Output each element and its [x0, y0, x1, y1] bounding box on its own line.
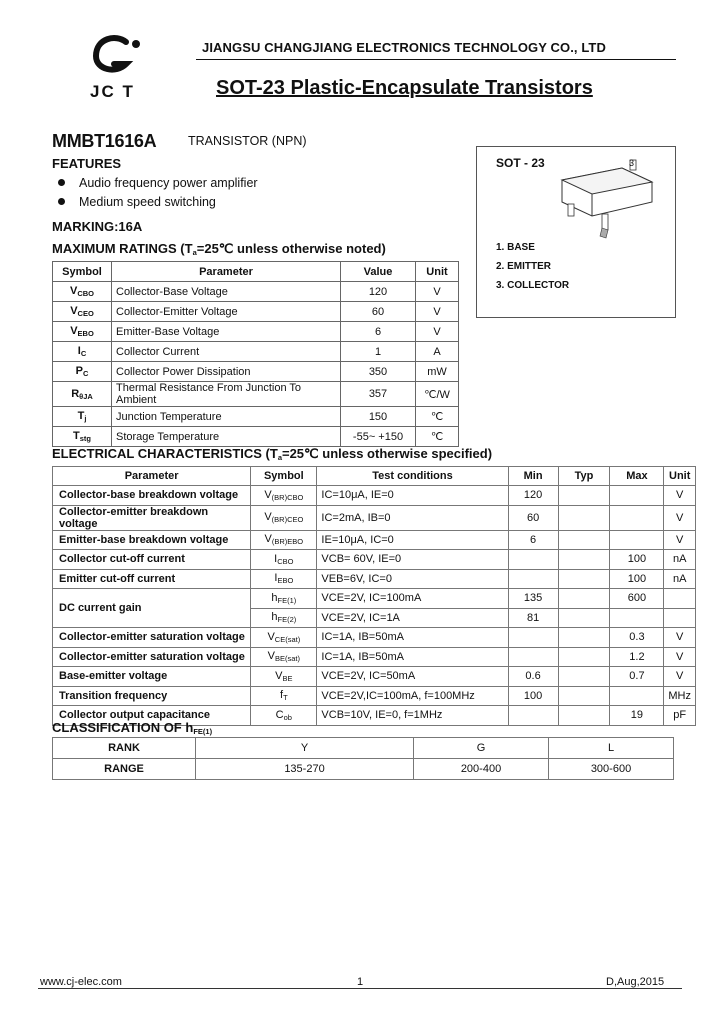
parameter-cell: Base-emitter voltage — [53, 667, 251, 687]
bullet-icon — [58, 198, 65, 205]
company-logo-icon — [86, 30, 146, 80]
symbol-cell: $R_{\theta JA}$ — [53, 382, 112, 407]
parameter-cell: Collector Power Dissipation — [112, 362, 341, 382]
parameter-cell: Collector-emitter saturation voltage — [53, 647, 251, 667]
header-cell: Value — [341, 262, 416, 282]
table-header-row — [53, 262, 459, 282]
value-cell: 60 — [341, 302, 416, 322]
parameter-cell: Collector cut-off current — [53, 550, 251, 570]
unit-cell: pF — [664, 706, 696, 726]
typ-cell — [558, 569, 610, 589]
bullet-icon — [58, 179, 65, 186]
header-cell: Unit — [416, 262, 459, 282]
unit-cell: mW — [416, 362, 459, 382]
table-row — [53, 362, 459, 382]
min-cell — [508, 569, 558, 589]
max-cell — [610, 608, 664, 628]
feature-item: Audio frequency power amplifier — [58, 176, 258, 190]
condition-cell: VEB=6V, IC=0 — [317, 569, 508, 589]
symbol-cell: $T_{stg}$ — [53, 427, 112, 447]
header-cell: Typ — [558, 467, 610, 486]
value-cell: 6 — [341, 322, 416, 342]
unit-cell: V — [416, 302, 459, 322]
package-title: SOT - 23 — [496, 156, 545, 170]
range-label: RANGE — [53, 759, 196, 780]
header-cell: Symbol — [53, 262, 112, 282]
header-cell: Unit — [664, 467, 696, 486]
typ-cell — [558, 486, 610, 506]
symbol-cell: $V_{(BR)CEO}$ — [251, 505, 317, 530]
condition-cell: IE=10μA, IC=0 — [317, 530, 508, 550]
header-cell: Max — [610, 467, 664, 486]
classification-heading: CLASSIFICATION OF $h_{FE(1)}$ — [52, 720, 213, 736]
table-row — [53, 759, 674, 780]
symbol-cell: $I_C$ — [53, 342, 112, 362]
symbol-cell: $V_{(BR)EBO}$ — [251, 530, 317, 550]
condition-cell: VCE=2V, IC=100mA — [317, 589, 508, 609]
elec-heading: ELECTRICAL CHARACTERISTICS ($T_a=25℃$ unless otherwise specified) — [52, 446, 493, 462]
typ-cell — [558, 647, 610, 667]
parameter-cell: Collector-Emitter Voltage — [112, 302, 341, 322]
parameter-cell: Junction Temperature — [112, 407, 341, 427]
symbol-cell: $I_{EBO}$ — [251, 569, 317, 589]
max-ratings-table — [52, 261, 459, 447]
header-cell: Symbol — [251, 467, 317, 486]
value-cell: -55~ +150 — [341, 427, 416, 447]
parameter-cell: Emitter cut-off current — [53, 569, 251, 589]
min-cell — [508, 628, 558, 648]
table-row — [53, 322, 459, 342]
marking: MARKING:16A — [52, 219, 143, 234]
typ-cell — [558, 530, 610, 550]
max-cell — [610, 505, 664, 530]
table-row — [53, 738, 674, 759]
company-name: JIANGSU CHANGJIANG ELECTRONICS TECHNOLOGY CO., LTD — [202, 40, 606, 55]
unit-cell: V — [664, 647, 696, 667]
unit-cell: V — [664, 486, 696, 506]
symbol-cell: $V_{(BR)CBO}$ — [251, 486, 317, 506]
max-cell: 0.3 — [610, 628, 664, 648]
table-row — [53, 382, 459, 407]
header-cell: Test conditions — [317, 467, 508, 486]
unit-cell: V — [664, 505, 696, 530]
parameter-cell: Collector Current — [112, 342, 341, 362]
footer-url[interactable]: www.cj-elec.com — [40, 976, 122, 988]
condition-cell: VCB=10V, IE=0, f=1MHz — [317, 706, 508, 726]
typ-cell — [558, 667, 610, 687]
condition-cell: IC=2mA, IB=0 — [317, 505, 508, 530]
symbol-cell: $T_j$ — [53, 407, 112, 427]
table-row — [53, 505, 696, 530]
table-row — [53, 569, 696, 589]
min-cell: 0.6 — [508, 667, 558, 687]
condition-cell: IC=10μA, IE=0 — [317, 486, 508, 506]
condition-cell: VCE=2V, IC=50mA — [317, 667, 508, 687]
parameter-cell: Emitter-base breakdown voltage — [53, 530, 251, 550]
rank-label: RANK — [53, 738, 196, 759]
condition-cell: VCE=2V,IC=100mA, f=100MHz — [317, 686, 508, 706]
table-row — [53, 550, 696, 570]
logo-text: JC T — [90, 82, 135, 101]
max-cell — [610, 486, 664, 506]
table-row — [53, 589, 696, 609]
condition-cell: IC=1A, IB=50mA — [317, 647, 508, 667]
symbol-cell: $V_{CEO}$ — [53, 302, 112, 322]
value-cell: 350 — [341, 362, 416, 382]
parameter-cell: DC current gain — [53, 589, 251, 628]
typ-cell — [558, 706, 610, 726]
table-row — [53, 667, 696, 687]
table-row — [53, 686, 696, 706]
max-cell — [610, 686, 664, 706]
header-cell: Parameter — [112, 262, 341, 282]
part-type: TRANSISTOR (NPN) — [188, 134, 307, 148]
min-cell — [508, 706, 558, 726]
max-cell: 100 — [610, 569, 664, 589]
unit-cell: ℃/W — [416, 382, 459, 407]
footer-rule — [38, 988, 682, 989]
feature-item: Medium speed switching — [58, 195, 216, 209]
sot23-package-icon — [556, 158, 662, 244]
electrical-characteristics-table — [52, 466, 696, 726]
part-number: MMBT1616A — [52, 131, 157, 151]
parameter-cell: Emitter-Base Voltage — [112, 322, 341, 342]
table-row — [53, 282, 459, 302]
table-row — [53, 407, 459, 427]
parameter-cell: Storage Temperature — [112, 427, 341, 447]
range-cell: 135-270 — [196, 759, 414, 780]
pin-emitter: 2. EMITTER — [496, 261, 552, 272]
value-cell: 357 — [341, 382, 416, 407]
unit-cell: nA — [664, 550, 696, 570]
range-cell: 200-400 — [414, 759, 549, 780]
symbol-cell: $h_{FE(2)}$ — [251, 608, 317, 628]
unit-cell: A — [416, 342, 459, 362]
min-cell: 135 — [508, 589, 558, 609]
typ-cell — [558, 686, 610, 706]
rank-cell: Y — [196, 738, 414, 759]
condition-cell: VCB= 60V, IE=0 — [317, 550, 508, 570]
features-heading: FEATURES — [52, 156, 122, 171]
value-cell: 120 — [341, 282, 416, 302]
table-row — [53, 427, 459, 447]
header-cell: Min — [508, 467, 558, 486]
symbol-cell: $P_C$ — [53, 362, 112, 382]
unit-cell: V — [416, 322, 459, 342]
typ-cell — [558, 550, 610, 570]
parameter-cell: Collector-emitter breakdown voltage — [53, 505, 251, 530]
max-cell: 600 — [610, 589, 664, 609]
min-cell: 120 — [508, 486, 558, 506]
symbol-cell: $C_{ob}$ — [251, 706, 317, 726]
parameter-cell: Collector output capacitance — [53, 706, 251, 726]
unit-cell: ℃ — [416, 407, 459, 427]
table-row — [53, 486, 696, 506]
condition-cell: VCE=2V, IC=1A — [317, 608, 508, 628]
symbol-cell: $V_{EBO}$ — [53, 322, 112, 342]
rank-cell: G — [414, 738, 549, 759]
page-number: 1 — [357, 976, 364, 988]
max-cell: 19 — [610, 706, 664, 726]
unit-cell: nA — [664, 569, 696, 589]
parameter-cell: Collector-base breakdown voltage — [53, 486, 251, 506]
min-cell: 81 — [508, 608, 558, 628]
typ-cell — [558, 608, 610, 628]
unit-cell — [664, 608, 696, 628]
max-ratings-heading: MAXIMUM RATINGS ($T_a=25℃$ unless otherwise noted) — [52, 241, 386, 257]
document-subtitle: SOT-23 Plastic-Encapsulate Transistors — [216, 77, 593, 99]
header-rule — [196, 59, 676, 60]
symbol-cell: $V_{BE}$ — [251, 667, 317, 687]
table-row — [53, 302, 459, 322]
header-cell: Parameter — [53, 467, 251, 486]
min-cell: 60 — [508, 505, 558, 530]
parameter-cell: Collector-Base Voltage — [112, 282, 341, 302]
parameter-cell: Thermal Resistance From Junction To Ambient — [112, 382, 341, 407]
condition-cell: IC=1A, IB=50mA — [317, 628, 508, 648]
min-cell: 100 — [508, 686, 558, 706]
package-pin-label: 3 — [629, 158, 635, 168]
typ-cell — [558, 589, 610, 609]
unit-cell: V — [664, 628, 696, 648]
footer-date: D,Aug,2015 — [606, 976, 665, 988]
classification-table — [52, 737, 674, 780]
rank-cell: L — [549, 738, 674, 759]
pin-collector: 3. COLLECTOR — [496, 280, 570, 291]
typ-cell — [558, 628, 610, 648]
max-cell: 1.2 — [610, 647, 664, 667]
unit-cell: V — [664, 667, 696, 687]
max-cell: 0.7 — [610, 667, 664, 687]
symbol-cell: $V_{CBO}$ — [53, 282, 112, 302]
symbol-cell: $f_T$ — [251, 686, 317, 706]
unit-cell — [664, 589, 696, 609]
unit-cell: ℃ — [416, 427, 459, 447]
parameter-cell: Transition frequency — [53, 686, 251, 706]
symbol-cell: $V_{BE(sat)}$ — [251, 647, 317, 667]
unit-cell: V — [664, 530, 696, 550]
min-cell — [508, 647, 558, 667]
symbol-cell: $h_{FE(1)}$ — [251, 589, 317, 609]
unit-cell: V — [416, 282, 459, 302]
min-cell — [508, 550, 558, 570]
typ-cell — [558, 505, 610, 530]
max-cell: 100 — [610, 550, 664, 570]
parameter-cell: Collector-emitter saturation voltage — [53, 628, 251, 648]
symbol-cell: $I_{CBO}$ — [251, 550, 317, 570]
table-row — [53, 647, 696, 667]
unit-cell: MHz — [664, 686, 696, 706]
table-header-row — [53, 467, 696, 486]
max-cell — [610, 530, 664, 550]
range-cell: 300-600 — [549, 759, 674, 780]
symbol-cell: $V_{CE(sat)}$ — [251, 628, 317, 648]
min-cell: 6 — [508, 530, 558, 550]
table-row — [53, 628, 696, 648]
table-row — [53, 342, 459, 362]
pin-base: 1. BASE — [496, 242, 535, 253]
table-row — [53, 530, 696, 550]
value-cell: 150 — [341, 407, 416, 427]
value-cell: 1 — [341, 342, 416, 362]
